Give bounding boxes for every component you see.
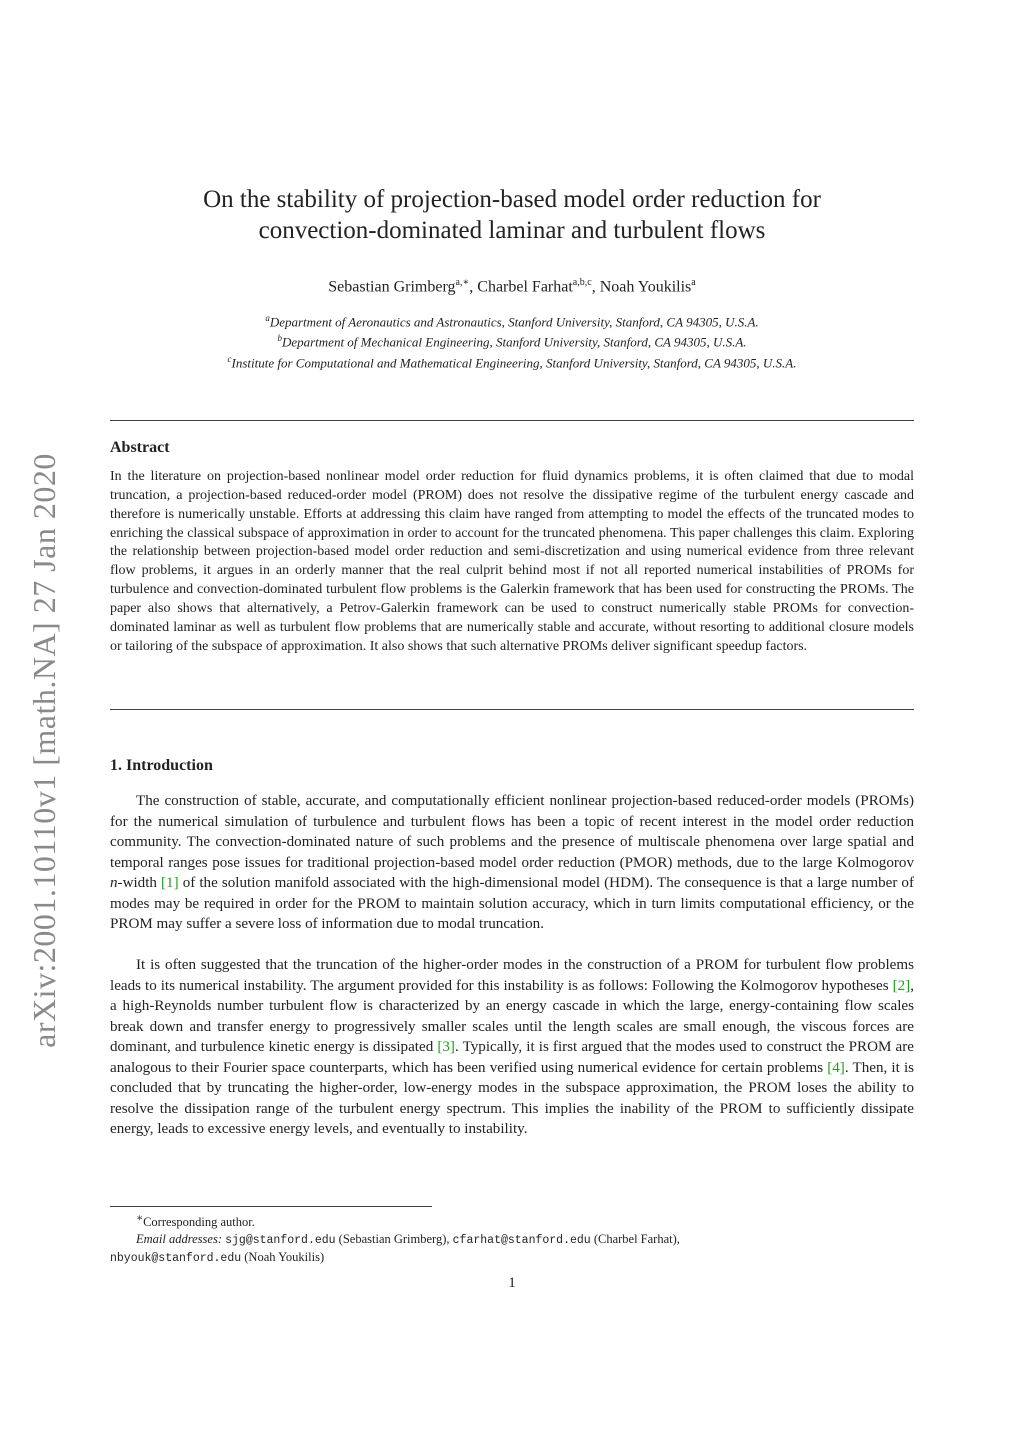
affiliation-list	[110, 310, 914, 371]
affiliation-mark: c	[227, 353, 232, 364]
footnote-corresponding	[110, 1210, 914, 1231]
arxiv-identifier: arXiv:2001.10110v1 [math.NA] 27 Jan 2020	[25, 452, 62, 1048]
affiliation-mark: b	[277, 333, 282, 344]
page-number: 1	[508, 1275, 516, 1291]
abstract-top-rule	[110, 420, 914, 421]
affiliation	[110, 310, 914, 330]
email-owner: (Sebastian Grimberg),	[338, 1232, 450, 1247]
affiliation-text: Department of Mechanical Engineering, Stanford University, Stanford, CA 94305, U.S.A.	[281, 334, 747, 350]
author-marks: a,b,c	[572, 277, 592, 288]
paragraph-text: . Typically, it is first argued that the modes used to construct the PROM are analogous to their Fourier space counterparts, which has been verified using numerical evidence for certain problems	[110, 1039, 914, 1076]
title-line-2: convection-dominated laminar and turbulent flows	[258, 217, 766, 244]
footnote-rule	[110, 1206, 432, 1207]
title-line-1: On the stability of projection-based model order reduction for	[203, 186, 821, 213]
intro-paragraph-2	[110, 955, 914, 1140]
footnote-text: Corresponding author.	[143, 1215, 255, 1230]
email-link[interactable]: sjg@stanford.edu	[225, 1234, 336, 1248]
paragraph-text: -width	[117, 875, 162, 891]
author-name: Noah Youkilis	[599, 278, 692, 296]
email-link[interactable]: cfarhat@stanford.edu	[452, 1234, 591, 1248]
affiliation-mark: a	[265, 313, 270, 323]
author-marks: a	[691, 277, 696, 288]
email-owner: (Charbel Farhat),	[593, 1232, 680, 1247]
paragraph-text: . Then, it is concluded that by truncating the higher-order, low-energy modes in the subspace approximation, the PROM loses the ability to resolve the dissipation range of the turbulent energy spectrum. This implies the inability of the PROM to sufficiently dissipate energy, leads to excessive energy levels, and eventually to instability.	[110, 1059, 915, 1137]
arxiv-side-stamp	[14, 430, 74, 1070]
footnote-emails-continued	[110, 1249, 914, 1267]
abstract-text: In the literature on projection-based nonlinear model order reduction for fluid dynamics problems, it is often claimed that due to modal truncation, a projection-based reduced-order model (PROM) does not resolve the dissipative regime of the turbulent energy cascade and therefore is numerically unstable. Efforts at addressing this claim have ranged from attempting to model the effects of the truncated modes to enriching the classical subspace of approximation in order to account for the truncated phenomena. This paper challenges this claim. Exploring the relationship between projection-based model order reduction and semi-discretization and using numerical evidence from three relevant flow problems, it argues in an orderly manner that the real culprit behind most if not all reported numerical instabilities of PROMs for turbulence and convection-dominated turbulent flow problems is the Galerkin framework that has been used for constructing the PROMs. The paper also shows that alternatively, a Petrov-Galerkin framework can be used to construct numerically stable PROMs for convection-dominated laminar as well as turbulent flow problems that are numerically stable and accurate, without resorting to additional closure models or tailoring of the subspace of approximation. It also shows that such alternative PROMs deliver significant speedup factors.	[110, 469, 914, 654]
footnotes	[110, 1210, 914, 1267]
abstract-heading: Abstract	[110, 439, 170, 456]
section-heading-introduction: 1. Introduction	[110, 757, 213, 774]
paragraph-text: of the solution manifold associated with the high-dimensional model (HDM). The consequence is that a large number of modes may be required in order for the PROM to maintain solution accuracy, which in turn limits computational efficiency, or the PROM may suffer a severe loss of information due to modal truncation.	[110, 875, 914, 932]
paragraph-text: , a high-Reynolds number turbulent flow is characterized by an energy cascade in which the large, energy-containing flow scales break down and transfer energy to progressively smaller scales until the length scales are small enough, the viscous forces are dominant, and turbulence kinetic energy is dissipated	[110, 977, 914, 1055]
email-label: Email addresses:	[136, 1232, 222, 1247]
paragraph-text: The construction of stable, accurate, and computationally efficient nonlinear projection-based reduced-order models (PROMs) for the numerical simulation of turbulence and turbulent flows has been a topic of recent interest in the model order reduction community. The convection-dominated nature of such problems and the presence of multiscale phenomena over large spatial and temporal ranges pose issues for traditional projection-based model order reduction (PMOR) methods, due to the large Kolmogorov	[110, 793, 914, 871]
paper-title	[110, 184, 914, 246]
citation-link[interactable]: [4]	[827, 1059, 845, 1076]
affiliation-text: Institute for Computational and Mathematical Engineering, Stanford University, Stanford, CA 94305, U.S.A.	[231, 354, 797, 370]
email-link[interactable]: nbyouk@stanford.edu	[110, 1252, 242, 1266]
author-marks: a,∗	[455, 277, 470, 288]
citation-link[interactable]: [3]	[437, 1039, 455, 1055]
math-n: n	[110, 875, 118, 891]
intro-paragraph-1	[110, 791, 914, 935]
author-name: Charbel Farhat	[477, 278, 573, 296]
citation-link[interactable]: [1]	[161, 875, 179, 891]
email-owner: (Noah Youkilis)	[244, 1250, 325, 1265]
abstract-bottom-rule	[110, 709, 914, 710]
citation-link[interactable]: [2]	[892, 977, 911, 994]
affiliation	[110, 330, 914, 350]
paragraph-text: It is often suggested that the truncation of the higher-order modes in the construction of a PROM for turbulent flow problems leads to its numerical instability. The argument provided for this instability is as follows: Following the Kolmogorov hypotheses	[110, 957, 914, 994]
affiliation-text: Department of Aeronautics and Astronautics, Stanford University, Stanford, CA 94305, U.S.A.	[269, 314, 759, 330]
affiliation	[110, 351, 914, 371]
author-name: Sebastian Grimberg	[328, 278, 456, 296]
footnote-mark: ∗	[136, 1213, 144, 1224]
footnote-emails	[110, 1231, 914, 1249]
author-list: Sebastian Grimberg$^{a,∗}$, Charbel Farhat$^{a,b,c}$, Noah Youkilis$^a$	[328, 277, 696, 296]
